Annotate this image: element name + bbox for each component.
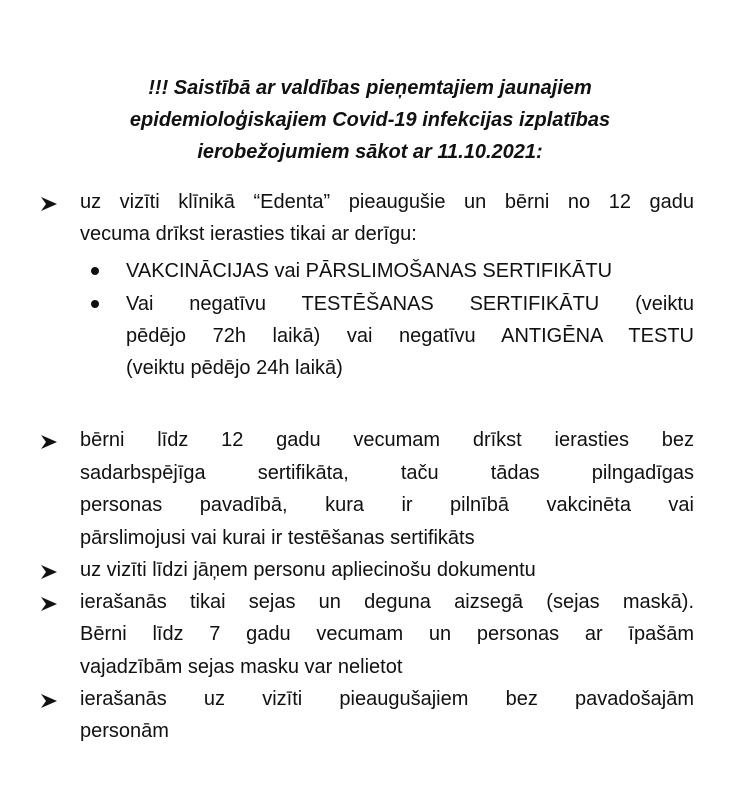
heading-line: !!! Saistībā ar valdības pieņemtajiem jaunajiem: [148, 77, 592, 99]
sub-item-2-line: (veiktu pēdējo 24h laikā): [126, 357, 343, 379]
heading-line: epidemioloģiskajiem Covid-19 infekcijas izplatības: [129, 109, 611, 131]
list-item-1-line: uz vizīti klīnikā “Edenta” pieaugušie un bērni no 12 gadu: [80, 191, 694, 213]
list-item-4-line: Bērni līdz 7 gadu vecumam un personas ar īpašām: [80, 623, 694, 645]
arrow-bullet-icon: [40, 196, 58, 212]
heading-line: ierobežojumiem sākot ar 11.10.2021:: [197, 141, 543, 163]
arrow-bullet-icon: [40, 564, 58, 580]
sub-item-2-line: Vai negatīvu TESTĒŠANAS SERTIFIKĀTU (veiktu: [126, 293, 694, 315]
arrow-bullet-icon: [40, 434, 58, 450]
list-item-2-line: personas pavadībā, kura ir pilnībā vakcinēta vai: [80, 494, 694, 516]
list-item-4-line: ierašanās tikai sejas un deguna aizsegā (sejas maskā).: [80, 591, 694, 613]
sub-item-2-line: pēdējo 72h laikā) vai negatīvu ANTIGĒNA TESTU: [126, 325, 694, 347]
notice-heading: [60, 72, 680, 168]
list-item-2-line: pārslimojusi vai kurai ir testēšanas sertifikāts: [80, 527, 475, 549]
list-item-2-line: bērni līdz 12 gadu vecumam drīkst ierasties bez: [80, 429, 694, 451]
list-item-1-line: vecuma drīkst ierasties tikai ar derīgu:: [80, 223, 417, 245]
list-item-5-line: ierašanās uz vizīti pieaugušajiem bez pavadošajām: [80, 688, 694, 710]
sub-item-1-line: VAKCINĀCIJAS vai PĀRSLIMOŠANAS SERTIFIKĀTU: [126, 260, 613, 282]
dot-bullet-icon: [91, 300, 99, 308]
arrow-bullet-icon: [40, 596, 58, 612]
list-item-5-line: personām: [80, 720, 169, 742]
dot-bullet-icon: [91, 267, 99, 275]
list-item-2-line: sadarbspējīga sertifikāta, taču tādas pilngadīgas: [80, 462, 694, 484]
list-item-4-line: vajadzībām sejas masku var nelietot: [80, 656, 403, 678]
list-item-3-line: uz vizīti līdzi jāņem personu apliecinošu dokumentu: [80, 559, 536, 581]
arrow-bullet-icon: [40, 693, 58, 709]
